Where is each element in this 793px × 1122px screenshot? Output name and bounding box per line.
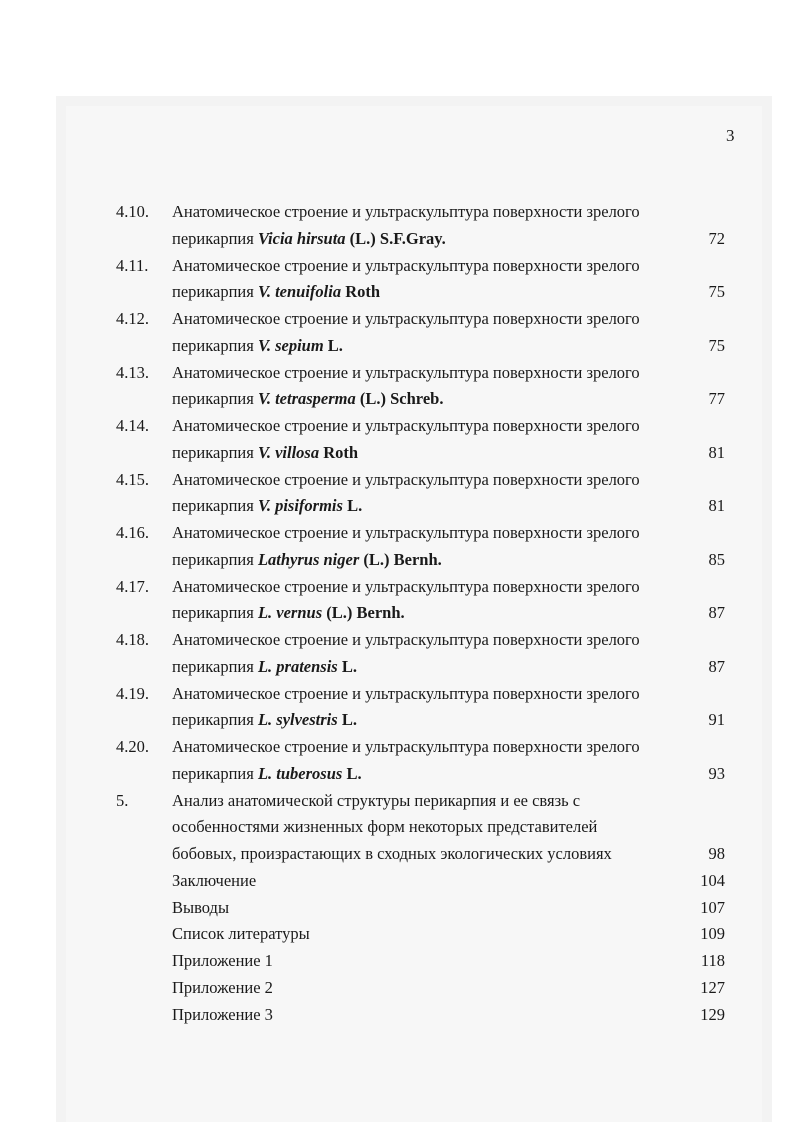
toc-entry-title-line: Анатомическое строение и ультраскульптура поверхности зрелого (172, 416, 640, 435)
toc-entry-species: V. sepium (257, 335, 324, 355)
toc-entry-prefix: перикарпия (172, 656, 258, 676)
toc-entry-author: L. (323, 335, 343, 355)
toc-entry-species: V. pisiformis (257, 496, 343, 516)
toc-entry-number: 4.12. (116, 309, 149, 328)
toc-entry-species-line (172, 440, 358, 466)
toc-entry-title-line: Анатомическое строение и ультраскульптура поверхности зрелого (172, 309, 640, 328)
toc-entry-title-line: Анатомическое строение и ультраскульптура поверхности зрелого (172, 737, 640, 756)
toc-entry-number: 4.13. (116, 362, 149, 382)
toc-entry-number: 4.16. (116, 523, 149, 542)
toc-entry-page: 72 (708, 228, 725, 248)
toc-section5-number: 5. (116, 790, 129, 810)
toc-entry-page: 87 (708, 656, 725, 676)
toc-tail-title: Заключение (172, 870, 257, 890)
toc-entry-species: L. sylvestris (257, 710, 338, 730)
toc-entry-page: 87 (708, 603, 725, 623)
toc-entry-page: 91 (708, 710, 725, 730)
toc-entry-author: L. (342, 496, 363, 516)
toc-tail-page: 127 (700, 977, 725, 997)
toc-tail-page: 118 (700, 951, 725, 970)
toc-tail-page: 107 (700, 897, 725, 917)
toc-entry-species: Vicia hirsuta (257, 228, 346, 248)
toc-entry-page: 81 (708, 442, 725, 462)
toc-entry-page: 75 (708, 282, 725, 302)
toc-entry-number: 4.20. (116, 737, 149, 756)
toc-entry-author: (L.) S.F.Gray. (345, 228, 446, 248)
toc-section5-line: Анализ анатомической структуры перикарпия и ее связь с (172, 790, 581, 810)
toc-entry-species-line (172, 707, 357, 733)
toc-entry-species: L. tuberosus (257, 763, 343, 783)
toc-entry-species-line (172, 226, 446, 252)
toc-entry-species-line (172, 654, 357, 680)
toc-entry-title-line: Анатомическое строение и ультраскульптура поверхности зрелого (172, 630, 640, 649)
toc-entry-prefix: перикарпия (172, 228, 258, 248)
toc-entry-author: L. (342, 763, 362, 783)
toc-entry-title-line: Анатомическое строение и ультраскульптура поверхности зрелого (172, 576, 640, 596)
toc-entry-page: 75 (708, 335, 725, 355)
toc-entry-species: V. tetrasperma (257, 389, 356, 409)
toc-entry-author: Roth (319, 442, 359, 462)
toc-section5-page: 98 (708, 844, 725, 863)
toc-tail-title: Приложение 1 (172, 951, 273, 970)
toc-entry-number: 4.17. (116, 576, 149, 596)
toc-tail-title: Приложение 2 (172, 977, 273, 997)
toc-entry-title-line: Анатомическое строение и ультраскульптура поверхности зрелого (172, 683, 640, 703)
toc-entry-species-line (172, 547, 442, 573)
toc-entry-species-line (172, 333, 343, 359)
toc-entry-species: L. pratensis (257, 656, 338, 676)
toc-entry-species: L. vernus (257, 603, 323, 623)
toc-entry-author: L. (337, 656, 357, 676)
toc-tail-title: Приложение 3 (172, 1004, 273, 1024)
toc-entry-title-line: Анатомическое строение и ультраскульптура поверхности зрелого (172, 202, 640, 221)
toc-entry-species-line (172, 600, 405, 626)
toc-entry-species-line (172, 493, 362, 519)
toc-entry-page: 85 (708, 549, 725, 569)
toc-tail-page: 109 (700, 924, 725, 944)
toc-entry-title-line: Анатомическое строение и ультраскульптура поверхности зрелого (172, 523, 640, 542)
toc-entry-title-line: Анатомическое строение и ультраскульптура поверхности зрелого (172, 469, 640, 489)
toc-entry-author: Roth (341, 282, 381, 302)
toc-entry-number: 4.14. (116, 416, 149, 435)
toc-entry-prefix: перикарпия (172, 603, 258, 623)
toc-entry-prefix: перикарпия (172, 496, 258, 516)
toc-entry-page: 93 (708, 763, 725, 783)
toc-entry-author: (L.) Bernh. (359, 549, 442, 569)
toc-entry-species: V. villosa (257, 442, 320, 462)
toc-tail-page: 104 (700, 870, 725, 890)
toc-entry-number: 4.18. (116, 630, 149, 649)
toc-entry-species-line (172, 386, 443, 412)
toc-entry-species-line (172, 279, 380, 305)
toc-entry-title-line: Анатомическое строение и ультраскульптура поверхности зрелого (172, 362, 640, 382)
toc-entry-number: 4.10. (116, 202, 149, 221)
toc-entry-number: 4.19. (116, 683, 149, 703)
toc-entry-prefix: перикарпия (172, 282, 258, 302)
toc-tail-page: 129 (700, 1004, 725, 1024)
page-number: 3 (726, 126, 735, 145)
toc-tail-title: Выводы (172, 897, 230, 917)
toc-entry-page: 81 (708, 496, 725, 516)
toc-entry-number: 4.15. (116, 469, 149, 489)
toc-section5-line: особенностями жизненных форм некоторых представителей (172, 817, 598, 837)
toc-entry-number: 4.11. (116, 255, 149, 275)
toc-entry-prefix: перикарпия (172, 763, 258, 783)
toc-entry-prefix: перикарпия (172, 442, 258, 462)
toc-entry-author: (L.) Bernh. (322, 603, 405, 623)
toc-entry-page: 77 (708, 389, 725, 409)
toc-entry-prefix: перикарпия (172, 335, 258, 355)
toc-entry-author: (L.) Schreb. (355, 389, 444, 409)
toc-entry-prefix: перикарпия (172, 710, 258, 730)
toc-entry-author: L. (337, 710, 357, 730)
toc-entry-title-line: Анатомическое строение и ультраскульптура поверхности зрелого (172, 255, 640, 275)
toc-entry-species: V. tenuifolia (257, 282, 342, 302)
toc-entry-prefix: перикарпия (172, 389, 258, 409)
toc-entry-species-line (172, 761, 362, 787)
toc-entry-species: Lathyrus niger (257, 549, 360, 569)
toc-entry-prefix: перикарпия (172, 549, 258, 569)
toc-tail-title: Список литературы (172, 924, 310, 944)
toc-section5-line: бобовых, произрастающих в сходных экологических условиях (172, 844, 612, 863)
